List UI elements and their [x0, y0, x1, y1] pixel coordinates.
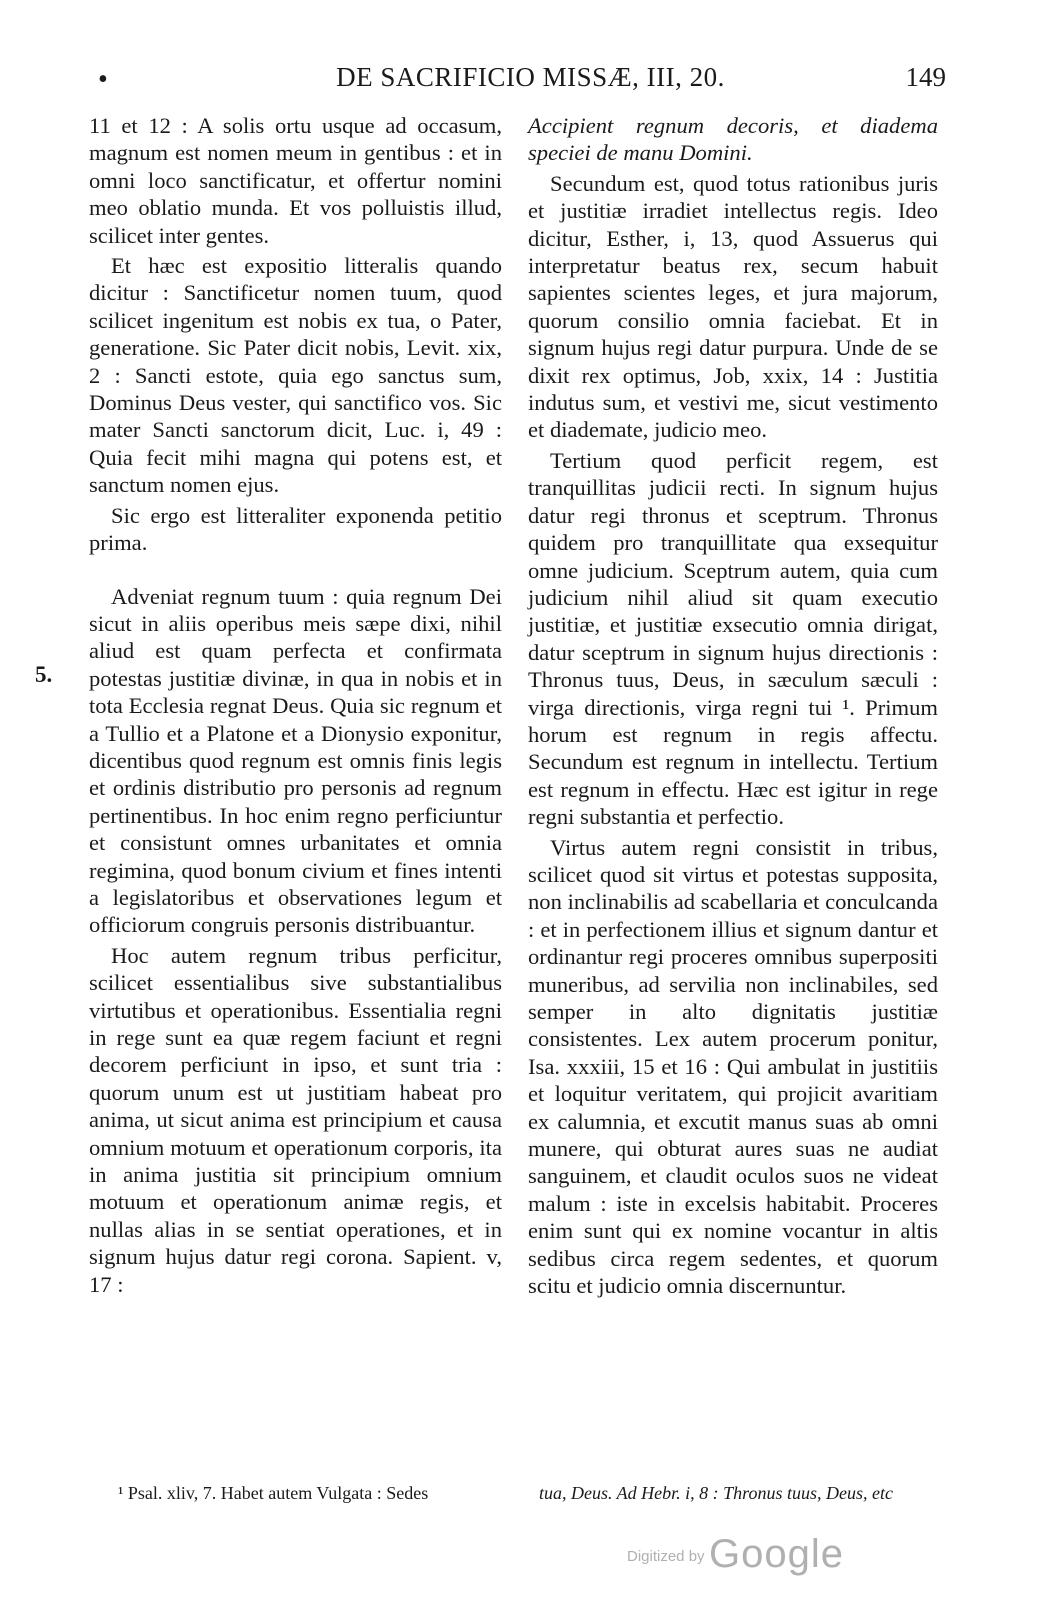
section-number: 5.: [35, 662, 53, 687]
paragraph: Sic ergo est litteraliter exponenda petitio prima.: [89, 502, 502, 556]
left-column: [89, 112, 502, 1301]
paragraph: 11 et 12 : A solis ortu usque ad occasum, magnum est nomen meum in gentibus : et in omni loco sanctificatur, et offertur nomini meo oblatio munda. Et vos polluistis illud, scilicet inter gentes.: [89, 113, 502, 248]
watermark-prefix: Digitized by: [627, 1548, 705, 1565]
right-column: [528, 112, 938, 1302]
paragraph: Hoc autem regnum tribus perficitur, scilicet essentialibus sive substantialibus virtutibus et operationibus. Essentialia regni in rege sunt ea quæ regem faciunt et regni decorem perficiunt in ipso, et sunt tria : quorum unum est ut justitiam habeat pro anima, ut sicut anima est principium et causa omnium motuum et operationum corporis, ita in anima justitia sit principium omnium motuum et operationum animæ regis, et nullas alias in se sentiat operationes, et in signum hujus datur regi corona. Sapient. v, 17 :: [89, 942, 502, 1297]
paragraph: Secundum est, quod totus rationibus juris et justitiæ irradiet intellectus regis. Ideo dicitur, Esther, i, 13, quod Assuerus qui interpretatur beatus rex, secum habuit sapientes scientes leges, et jura majorum, quorum consilio omnia faciebat. Et in signum hujus regi datur purpura. Unde de se dixit rex optimus, Job, xxix, 14 : Justitia indutus sum, et vestivi me, sicut vestimento et diademate, judicio meo.: [528, 170, 938, 443]
running-title: DE SACRIFICIO MISSÆ, III, 20.: [336, 62, 725, 92]
running-header: [0, 62, 1061, 102]
paragraph: Accipient regnum decoris, et diadema speciei de manu Domini.: [528, 113, 938, 166]
page-number: 149: [905, 62, 946, 92]
footnote-right: tua, Deus. Ad Hebr. i, 8 : Thronus tuus, Deus, etc: [539, 1483, 893, 1503]
paragraph: Tertium quod perficit regem, est tranquillitas judicii recti. In signum hujus datur regi thronus et sceptrum. Thronus quidem pro tranquillitate qua exsequitur omne judicium. Sceptrum autem, quia cum judicium nihil aliud sit quam executio justitiæ, et justitiæ exsecutio omnia dirigat, datur sceptrum in signum hujus directionis : Thronus tuus, Deus, in sæculum sæculi : virga directionis, virga regni tui ¹. Primum horum est regnum in regis affectu. Secundum est regnum in intellectu. Tertium est regnum in effectu. Hæc est igitur in rege regni substantia et perfectio.: [528, 447, 938, 830]
paragraph: Virtus autem regni consistit in tribus, scilicet quod sit virtus et potestas supposita, non inclinabilis ad scabellaria et conculcanda : et in perfectionem illius et signum dantur et ordinantur regi proceres omnibus superpositi muneribus, ad servilia non inclinabiles, sed semper in alto dignitatis justitiæ consistentes. Lex autem procerum ponitur, Isa. xxxiii, 15 et 16 : Qui ambulat in justitiis et loquitur veritatem, qui projicit avaritiam ex calumnia, et excutit manus suas ab omni munere, qui obturat aures suas ne audiat sanguinem, et claudit oculos suos ne videat malum : iste in excelsis habitabit. Proceres enim sunt qui ex nomine vocantur in altis sedibus circa regem sedentes, et quorum scitu et judicio omnia discernuntur.: [528, 834, 938, 1299]
footnote-left: ¹ Psal. xliv, 7. Habet autem Vulgata : Sedes: [118, 1483, 429, 1503]
google-logo: Google: [709, 1532, 844, 1576]
digitized-by-google-watermark: [627, 1532, 844, 1577]
header-dot: •: [98, 64, 108, 95]
paragraph: Adveniat regnum tuum : quia regnum Dei sicut in aliis operibus meis sæpe dixi, nihil aliud est quam perfecta et confirmata potestas justitiæ divinæ, in qua in nobis et in tota Ecclesia regnat Deus. Quia sic regnum et a Tullio et a Platone et a Dionysio exponitur, dicentibus quod regnum est omnis finis legis et ordinis distributio pro personis ad regnum pertinentibus. In hoc enim regno perficiuntur et consistunt omnes urbanitates et omnia regimina, quod bonum civium et fines intenti a legislatoribus et observationes legum et officiorum congruis personis distribuantur.: [89, 583, 502, 938]
paragraph: Et hæc est expositio litteralis quando dicitur : Sanctificetur nomen tuum, quod scilicet ingenitum est nobis ex tua, o Pater, generatione. Sic Pater dicit nobis, Levit. xix, 2 : Sancti estote, quia ego sanctus sum, Dominus Deus vester, qui sanctifico vos. Sic mater Sancti sanctorum dicit, Luc. i, 49 : Quia fecit mihi magna qui potens est, et sanctum nomen ejus.: [89, 253, 502, 498]
